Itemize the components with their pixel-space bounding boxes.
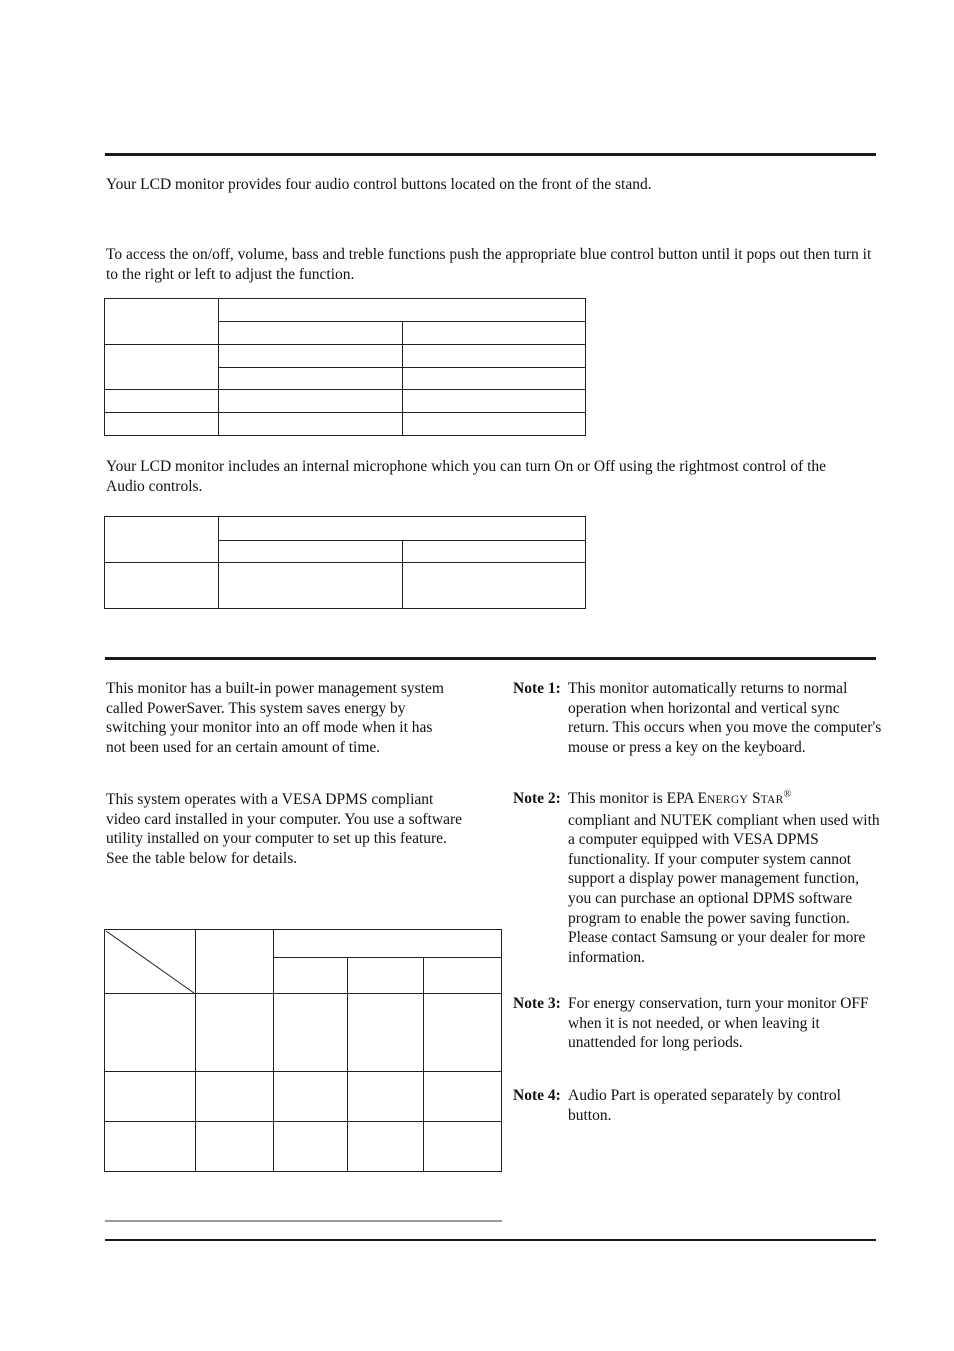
power-management-table (104, 929, 502, 1172)
table-cell (403, 413, 586, 436)
audio-access-text: To access the on/off, volume, bass and treble functions push the appropriate blue control button until it pops out then turn it to the right or left to adjust the function. (106, 246, 872, 283)
table-cell (105, 994, 196, 1072)
table-cell (274, 958, 348, 994)
table-cell (105, 345, 219, 390)
table-cell (105, 1072, 196, 1122)
note-2 (513, 789, 883, 967)
table-footnote-rule (105, 1220, 502, 1222)
note-text: Audio Part is operated separately by control button. (568, 1087, 841, 1124)
table-cell (424, 1122, 502, 1172)
power-saver-paragraph-1: This monitor has a built-in power management system called PowerSaver. This system saves energy by switching your monitor into an off mode when it has not been used for an certain amount of time. (106, 680, 444, 756)
table-cell (219, 541, 403, 563)
table-cell (274, 1122, 348, 1172)
table-cell (196, 1122, 274, 1172)
table-cell (348, 1072, 424, 1122)
note-text: For energy conservation, turn your monitor OFF when it is not needed, or when leaving it unattended for long periods. (568, 995, 869, 1052)
table-cell (403, 563, 586, 609)
note-label: Note 2: (513, 790, 561, 807)
table-cell (219, 563, 403, 609)
table-cell (196, 930, 274, 994)
table-cell (105, 563, 219, 609)
audio-intro-text: Your LCD monitor provides four audio control buttons located on the front of the stand. (106, 176, 652, 193)
table-cell (105, 517, 219, 563)
power-saver-paragraph-2: This system operates with a VESA DPMS compliant video card installed in your computer. You use a software utility installed on your computer to set up this feature. See the table below for details. (106, 791, 462, 867)
table-corner-cell (105, 930, 196, 994)
table-cell (403, 368, 586, 390)
table-cell (403, 345, 586, 368)
microphone-table (104, 516, 586, 609)
note-1 (513, 679, 883, 757)
audio-control-table (104, 298, 586, 436)
table-cell (219, 345, 403, 368)
table-cell (105, 390, 219, 413)
table-cell (219, 368, 403, 390)
note-label: Note 1: (513, 680, 561, 697)
table-cell (105, 299, 219, 345)
table-cell (105, 413, 219, 436)
table-cell (219, 299, 586, 322)
section-rule-top (105, 153, 876, 156)
table-cell (219, 517, 586, 541)
table-cell (403, 541, 586, 563)
note-3 (513, 994, 883, 1053)
table-cell (348, 1122, 424, 1172)
energy-star-mark: ENERGY STAR® (697, 788, 792, 807)
note-label: Note 4: (513, 1087, 561, 1104)
table-cell (196, 994, 274, 1072)
note-4 (513, 1086, 883, 1125)
note-text: This monitor automatically returns to normal operation when horizontal and vertical sync return. This occurs when you move the computer's mouse or press a key on the keyboard. (568, 680, 882, 756)
note-text (568, 789, 883, 967)
table-cell (219, 322, 403, 345)
microphone-text: Your LCD monitor includes an internal microphone which you can turn On or Off using the rightmost control of the Audio controls. (106, 458, 827, 495)
table-cell (424, 958, 502, 994)
table-cell (348, 994, 424, 1072)
table-cell (274, 994, 348, 1072)
table-cell (424, 994, 502, 1072)
section-rule-power (105, 657, 876, 660)
diagonal-divider (105, 930, 195, 994)
note-text-part: compliant and NUTEK compliant when used with a computer equipped with VESA DPMS functionality. If your computer system cannot support a display power management function, you can purchase an optional DPMS software program to enable the power saving function. Please contact Samsung or your dealer for more information. (568, 811, 880, 966)
table-cell (348, 958, 424, 994)
table-cell (219, 390, 403, 413)
registered-mark: ® (783, 788, 792, 800)
note-text-part: This monitor is EPA (568, 790, 698, 807)
table-cell (403, 390, 586, 413)
table-cell (219, 413, 403, 436)
note-label: Note 3: (513, 995, 561, 1012)
table-cell (274, 930, 502, 958)
table-cell (403, 322, 586, 345)
table-cell (274, 1072, 348, 1122)
table-cell (105, 1122, 196, 1172)
section-rule-bottom (105, 1239, 876, 1241)
table-cell (196, 1072, 274, 1122)
table-cell (424, 1072, 502, 1122)
